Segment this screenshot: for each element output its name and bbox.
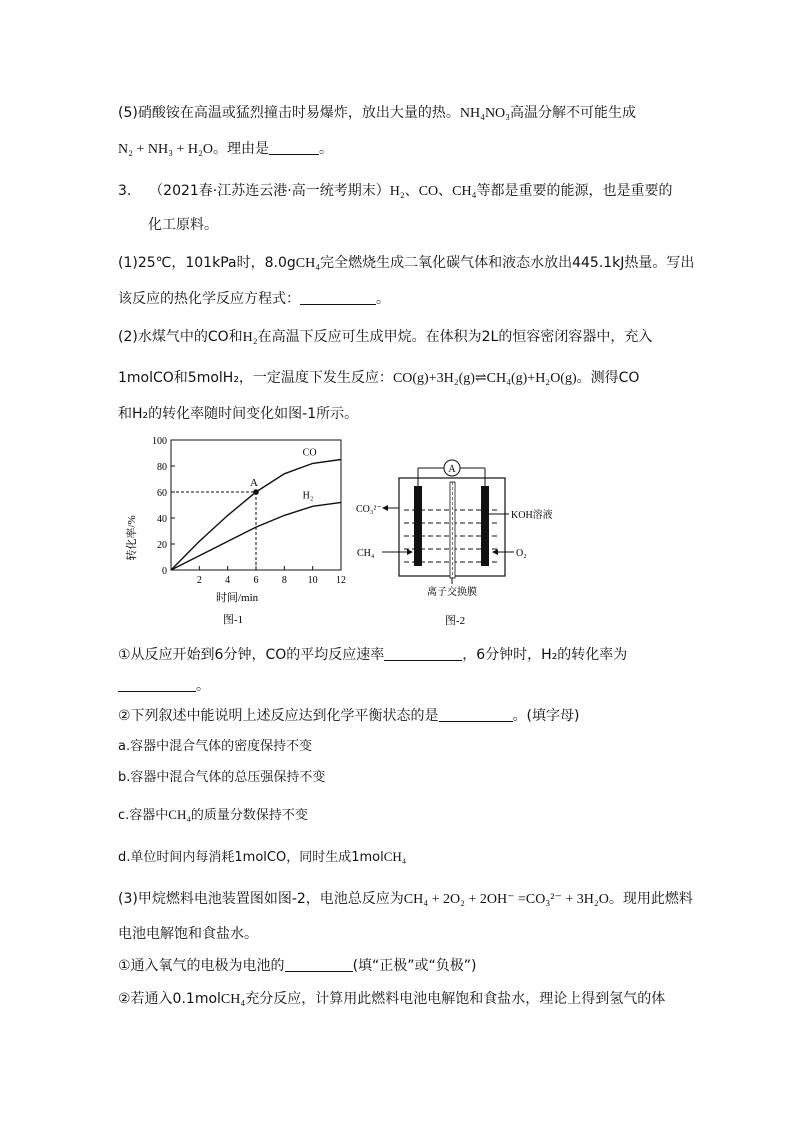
sub1-rate-blank[interactable] [384,646,462,661]
p3-q1-blank[interactable] [285,957,353,972]
co3-label: CO₃²⁻ [356,504,382,515]
p2-line3: 和H₂的转化率随时间变化如图-1所示。 [118,406,359,422]
sub2-option-d: d.单位时间内每消耗1molCO，同时生成1molCH₄ [118,849,407,865]
p3-line1: (3)甲烷燃料电池装置图如图-2，电池总反应为CH₄ + 2O₂ + 2OH⁻ =CO₃²⁻ + 3H₂O。现用此燃料 [118,891,693,907]
p3-line2: 电池电解饱和食盐水。 [118,926,258,942]
chart1-xtick-label: 4 [225,575,231,586]
figure2-diagram [352,452,577,632]
chart1-point-a-label: A [250,477,258,489]
chart1-ytick-label: 100 [152,436,167,447]
sub1-conversion-blank[interactable] [118,677,196,692]
p3-q2: ②若通入0.1molCH₄充分反应，计算用此燃料电池电解饱和食盐水，理论上得到氢气的体 [118,991,666,1007]
electrode-left [414,486,422,566]
koh-label: KOH溶液 [511,510,553,521]
sub1-line1: ①从反应开始到6分钟，CO的平均反应速率 ，6分钟时，H₂的转化率为 [118,647,628,663]
p1-line1: (1)25℃，101kPa时，8.0gCH₄完全燃烧生成二氧化碳气体和液态水放出445.1kJ热量。写出 [118,255,695,271]
p1-line2: 该反应的热化学反应方程式： 。 [118,291,390,307]
sub2-option-a: a.容器中混合气体的密度保持不变 [118,739,313,754]
p2-line2: 1molCO和5molH₂，一定温度下发生反应：CO(g)+3H₂(g)⇌CH₄(g)+H₂O(g)。测得CO [118,370,640,386]
chart1-xtick-label: 6 [253,575,259,586]
q3-line2: 化工原料。 [148,217,218,233]
sub2-question: ②下列叙述中能说明上述反应达到化学平衡状态的是 。(填字母) [118,708,580,724]
q5-line2: N₂ + NH₃ + H₂O。理由是 。 [118,141,333,157]
electrode-right [481,486,489,566]
q3-line1: 3. （2021春·江苏连云港·高一统考期末）H₂、CO、CH₄等都是重要的能源，也是重要的 [118,183,673,199]
chart1-xlabel: 时间/min [216,592,259,604]
o2-label: O₂ [516,548,527,559]
chart1-xtick-label: 10 [307,575,318,586]
chart1-ytick-label: 40 [157,514,167,525]
chart1-plot [152,436,346,586]
chart1-ylabel: 转化率/% [126,515,138,561]
chart1-xtick-label: 12 [336,575,346,586]
p2-line1: (2)水煤气中的CO和H₂在高温下反应可生成甲烷。在体积为2L的恒容密闭容器中，充入 [118,329,653,345]
figure1-chart [118,430,348,630]
p1-answer-blank[interactable] [300,290,376,305]
chart1-xtick-label: 2 [196,575,202,586]
figure1-caption: 图-1 [222,614,244,626]
sub1-line2: 。 [118,676,210,696]
q5-answer-blank[interactable] [269,140,319,155]
sub2-option-b: b.容器中混合气体的总压强保持不变 [118,770,326,785]
chart1-xtick-label: 8 [281,575,287,586]
chart1-point-a [253,489,259,495]
membrane-label: 离子交换膜 [427,587,477,598]
ch4-label: CH₄ [357,548,375,559]
chart1-ytick-label: 60 [157,488,167,499]
figure2-caption: 图-2 [444,615,466,627]
q5-line1: (5)硝酸铵在高温或猛烈撞击时易爆炸，放出大量的热。NH₄NO₃高温分解不可能生成 [118,105,637,121]
chart1-ytick-label: 20 [157,540,167,551]
sub2-option-c: c.容器中CH₄的质量分数保持不变 [118,807,308,823]
sub2-answer-blank[interactable] [439,707,513,722]
chart1-ytick-label: 0 [162,566,167,577]
chart1-series-label: CO [302,447,317,459]
chart1-ytick-label: 80 [157,462,167,473]
ammeter-label: A [448,464,456,475]
chart1-series-label: H₂ [302,490,314,502]
p3-q1: ①通入氧气的电极为电池的 (填“正极”或“负极”) [118,958,477,974]
